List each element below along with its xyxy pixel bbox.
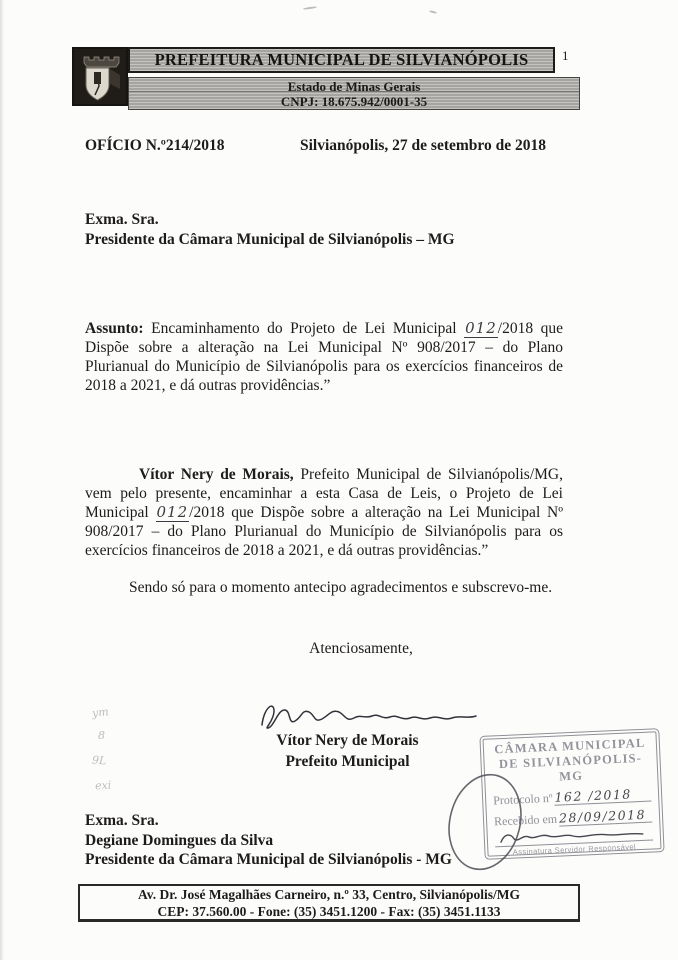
body-paragraph-1 (85, 465, 563, 561)
addressee-salutation: Exma. Sra. (85, 211, 159, 228)
state-line: Estado de Minas Gerais (287, 78, 421, 94)
footer-address-line: Av. Dr. José Magalhães Carneiro, n.º 33, Centro, Silvianópolis/MG (138, 887, 520, 902)
scan-artifact: 8 (98, 729, 105, 742)
addressee-bottom (85, 811, 452, 870)
subject-text-after: /2018 que Dispõe sobre a alteração na Lei Municipal Nº 908/2017 – do Plano Plurianual do Município de Silvianópolis para os exercícios financeiros de 2018 a 2021, e dá outras providências.” (85, 319, 564, 395)
signer-name: Vítor Nery de Morais (276, 732, 419, 749)
stamp-protocol-label: Protocolo nº (492, 790, 553, 808)
sender-name: Vítor Nery de Morais, (139, 465, 294, 483)
header-sub-bar (128, 77, 580, 110)
scan-artifact: 9L (91, 753, 107, 768)
subject-paragraph (85, 319, 563, 396)
municipal-coat-of-arms-icon (72, 47, 128, 106)
subject-label: Assunto: (85, 319, 144, 337)
handwritten-law-number: 012 (156, 502, 189, 521)
closing-salutation: Atenciosamente, (309, 640, 413, 657)
cnpj-line: CNPJ: 18.675.942/0001-35 (280, 93, 428, 109)
signature-block (240, 730, 455, 772)
addressee-salutation: Exma. Sra. (85, 812, 159, 829)
addressee-top (85, 210, 455, 250)
stamp-received-value: 28/09/2018 (559, 807, 653, 827)
page-number: 1 (562, 48, 569, 63)
stamp-org-line2: DE SILVIANÓPOLIS-MG (498, 750, 643, 784)
stamp-protocol-value: 162 /2018 (554, 786, 651, 806)
body-text-after: /2018 que Dispõe sobre a alteração na Lei Municipal Nº 908/2017 – do Plano Plurianual do Município de Silvianópolis para os exercícios financeiros de 2018 a 2021, e dá outras providências.” (85, 503, 564, 560)
footer-address-box (78, 884, 580, 922)
reference-row (85, 137, 575, 157)
municipality-title: PREFEITURA MUNICIPAL DE SILVIANÓPOLIS (154, 50, 529, 69)
stamp-received-label: Recebido em (493, 811, 558, 829)
oficio-number: OFÍCIO N.º214/2018 (85, 137, 225, 154)
stamp-org-line1: CÂMARA MUNICIPAL (494, 735, 646, 757)
addressee-title: Presidente da Câmara Municipal de Silvianópolis - MG (85, 851, 452, 868)
addressee-name: Degiane Domingues da Silva (85, 831, 274, 849)
addressee-title: Presidente da Câmara Municipal de Silvianópolis – MG (85, 231, 455, 248)
scan-edge-shadow (0, 0, 4, 960)
subject-text-before: Encaminhamento do Projeto de Lei Municipal (151, 319, 457, 337)
body-text-before: Prefeito Municipal de Silvianópolis/MG, vem pelo presente, encaminhar a esta Casa de Leis, o Projeto de Lei Municipal (85, 465, 563, 521)
signer-role: Prefeito Municipal (285, 753, 410, 770)
handwritten-law-number: 012 (465, 318, 497, 337)
footer-contact-line: CEP: 37.560.00 - Fone: (35) 3451.1200 - Fax: (35) 3451.1133 (157, 903, 501, 919)
dateline: Silvianópolis, 27 de setembro de 2018 (300, 137, 547, 154)
header-title-bar (128, 47, 555, 73)
stamp-signature-caption: Assinatura Servidor Responsável (512, 842, 637, 857)
scan-speck (429, 10, 437, 14)
scan-artifact: ym (91, 705, 110, 720)
body-paragraph-2: Sendo só para o momento antecipo agradecimentos e subscrevo-me. (129, 578, 553, 596)
scan-speck (303, 6, 317, 10)
scan-artifact: exi (94, 778, 112, 793)
